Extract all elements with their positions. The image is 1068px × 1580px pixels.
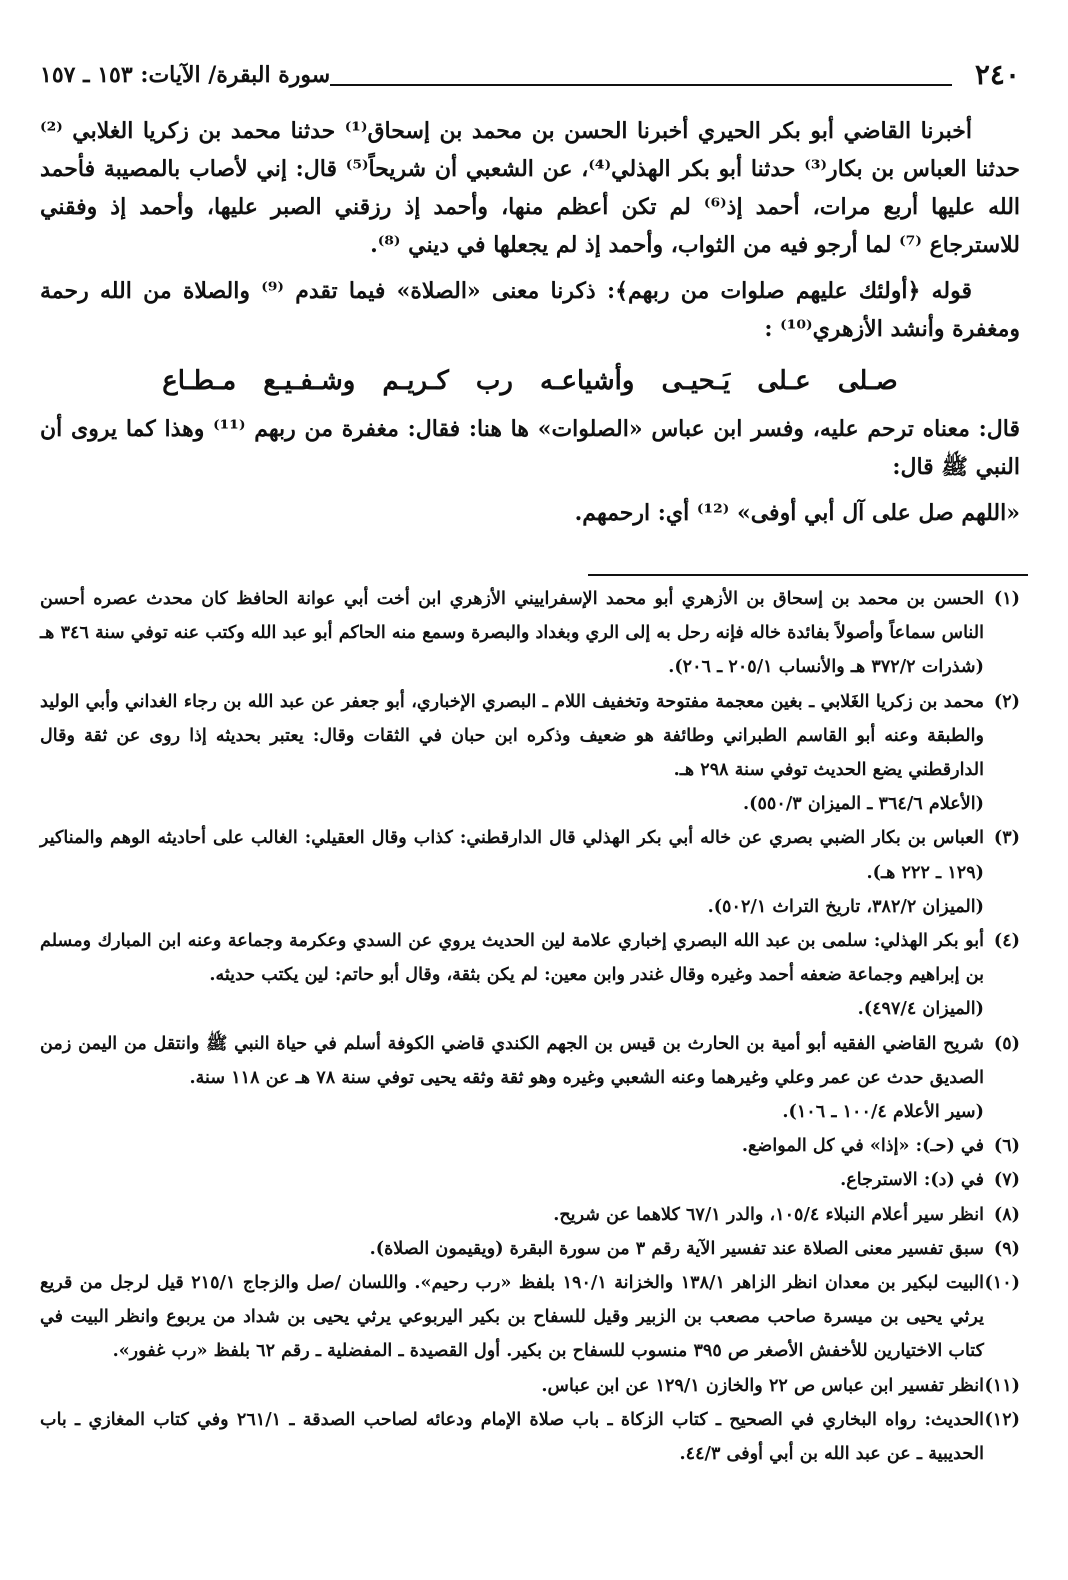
footnote-number: (٥) [993, 1032, 1020, 1054]
footnote-line: أبو بكر الهذلي: سلمى بن عبد الله البصري إخباري علامة لين الحديث يروي عن السدي وعكرمة وجماعة وعنه ابن المبارك ومسلم بن إبراهيم وجماعة ضعفه أحمد وغيره وقال غندر وابن معين: لم يكن بثقة، وقال أبو حاتم: لين يكتب حديثه. [40, 930, 984, 986]
paragraph-2: قوله ﴿أولئك عليهم صلوات من ربهم﴾: ذكرنا معنى «الصلاة» فيما تقدم ⁽⁹⁾ والصلاة من الله رحمة ومغفرة وأنشد الأزهري⁽¹⁰⁾ : [40, 278, 1020, 342]
footnote [40, 1232, 1020, 1266]
footnote-text [40, 1232, 984, 1266]
footnote [40, 1369, 1020, 1403]
poetry-verse: صـلى عـلى يَـحيـى وأشياعـه رب كـريـم وشـفـيـع مـطـاع [162, 366, 898, 396]
paragraph-1: أخبرنا القاضي أبو بكر الحيري أخبرنا الحسن بن محمد بن إسحاق⁽¹⁾ حدثنا محمد بن زكريا الغلابي ⁽²⁾ حدثنا العباس بن بكار⁽³⁾ حدثنا أبو بكر الهذلي⁽⁴⁾، عن الشعبي أن شريحاً⁽⁵⁾ قال: إني لأصاب بالمصيبة فأحمد الله عليها أربع مرات، أحمد إذ⁽⁶⁾ لم تكن أعظم منها، وأحمد إذ رزقني الصبر عليها، وأحمد إذ وفقني للاسترجاع ⁽⁷⁾ لما أرجو فيه من الثواب، وأحمد إذ لم يجعلها في ديني ⁽⁸⁾. [40, 118, 1021, 258]
footnote [40, 1198, 1020, 1232]
footnote-number: (١١) [984, 1374, 1020, 1396]
footnote-number: (٦) [993, 1135, 1020, 1157]
footnote-line: الحسن بن محمد بن إسحاق بن الأزهري أبو محمد الإسفراييني الأزهري ابن أخت أبي عوانة الحافظ كان محدث عصره أحسن الناس سماعاً وأصولاً بفائدة خاله فإنه رحل به إلى الري وبغداد والبصرة وسمع منه الحاكم أبو عبد الله وكتب عنه توفي سنة ٣٤٦ هـ (شذرات ٣٧٢/٢ هـ والأنساب ٢٠٥/١ ـ ٢٠٦). [40, 588, 984, 678]
footnote [40, 685, 1020, 822]
footnote-number: (١٢) [984, 1408, 1020, 1430]
footnote [40, 1403, 1020, 1471]
footnote-text [40, 1163, 984, 1197]
header-rule [330, 84, 952, 86]
footnote-line: (الميزان ٤٩٧/٤). [857, 998, 984, 1020]
footnote-line: انظر تفسير ابن عباس ص ٢٢ والخازن ١٢٩/١ عن ابن عباس. [541, 1374, 984, 1396]
footnote [40, 1266, 1020, 1369]
footnote [40, 1129, 1020, 1163]
footnote-text [40, 1198, 984, 1232]
footnote-number: (٤) [993, 930, 1020, 952]
footnote [40, 1163, 1020, 1197]
footnote-line: انظر سير أعلام النبلاء ١٠٥/٤، والدر ٦٧/١ كلاهما عن شريح. [553, 1203, 984, 1225]
footnote-text [40, 685, 984, 822]
footnote-number: (١٠) [984, 1272, 1020, 1294]
footnote [40, 924, 1020, 1027]
footnote-text [40, 924, 984, 1027]
footnote-line: (الأعلام ٣٦٤/٦ ـ الميزان ٥٥٠/٣). [743, 793, 984, 815]
footnote-line: البيت لبكير بن معدان انظر الزاهر ١٣٨/١ والخزانة ١٩٠/١ بلفظ «رب رحيم». واللسان /صل والزجاج ٢١٥/١ قيل لرجل من قريع يرثي يحيى بن ميسرة صاحب مصعب بن الزبير وقيل للسفاح بن بكير اليربوعي يرثي يحيى بن شداد من يربوع وانظر البيت في كتاب الاختيارين للأخفش الأصغر ص ٣٩٥ منسوب للسفاح بن بكير. أول القصيدة ـ المفضلية ـ رقم ٦٢ بلفظ «رب غفور». [40, 1272, 985, 1362]
footnote [40, 1027, 1020, 1130]
footnote-number: (٣) [993, 827, 1020, 849]
footnote-line: العباس بن بكار الضبي بصري عن خاله أبي بكر الهذلي قال الدارقطني: كذاب وقال العقيلي: الغالب على أحاديثه الوهم والمناكير (١٢٩ ـ ٢٢٢ هـ). [40, 827, 984, 883]
footnote-separator [588, 574, 1028, 576]
footnote-number: (٧) [993, 1169, 1020, 1191]
hadith-quote: «اللهم صل على آل أبي أوفى» ⁽¹²⁾ أي: ارحمهم. [574, 500, 1020, 526]
footnote-number: (١) [993, 588, 1020, 609]
page-number: ٢٤٠ [974, 58, 1020, 91]
footnote-line: محمد بن زكريا الغَلابي ـ بغين معجمة مفتوحة وتخفيف اللام ـ البصري الإخباري، أبو جعفر عن عبد الله بن رجاء الغداني وأبي الوليد والطبقة وعنه أبو القاسم الطبراني وطائفة هو ضعيف وذكره ابن حبان في الثقات وقال: يعتبر بحديثه إذا روى عن ثقة وقال الدارقطني يضع الحديث توفي سنة ٢٩٨ هـ. [40, 690, 984, 781]
footnote-text [40, 1369, 984, 1403]
footnotes [40, 582, 1020, 1471]
page-header [40, 58, 1020, 94]
footnote-line: في (حـ): «إذا» في كل المواضع. [741, 1135, 984, 1157]
footnote-text [40, 1266, 984, 1369]
footnote-text [40, 582, 984, 685]
footnote-text [40, 1027, 984, 1130]
footnote-line: سبق تفسير معنى الصلاة عند تفسير الآية رقم ٣ من سورة البقرة (ويقيمون الصلاة). [369, 1237, 984, 1259]
footnote-number: (٢) [993, 690, 1020, 712]
footnote [40, 582, 1020, 685]
main-text [40, 112, 1020, 540]
paragraph-3: قال: معناه ترحم عليه، وفسر ابن عباس «الصلوات» ها هنا: فقال: مغفرة من ربهم ⁽¹¹⁾ وهذا كما يروى أن النبي ﷺ قال: [40, 416, 1020, 480]
footnote [40, 821, 1020, 924]
footnote-line: الحديث: رواه البخاري في الصحيح ـ كتاب الزكاة ـ باب صلاة الإمام ودعائه لصاحب الصدقة ـ ٢٦١/١ وفي كتاب المغازي ـ باب الحديبية ـ عن عبد الله بن أبي أوفى ٤٤/٣. [40, 1408, 984, 1465]
footnote-line: (سير الأعلام ١٠٠/٤ ـ ١٠٦). [782, 1101, 984, 1123]
running-title: سورة البقرة/ الآيات: ١٥٣ ـ ١٥٧ [40, 62, 331, 88]
footnote-text [40, 1403, 984, 1471]
footnote-text [40, 821, 984, 924]
footnote-number: (٨) [993, 1203, 1020, 1225]
footnote-line: شريح القاضي الفقيه أبو أمية بن الحارث بن قيس بن الجهم الكندي قاضي الكوفة أسلم في حياة النبي ﷺ وانتقل من اليمن زمن الصديق حدث عن عمر وعلي وغيرهما وعنه الشعبي وغيره وهو ثقة وثقه يحيى توفي سنة ٧٨ هـ عن ١١٨ سنة. [40, 1032, 984, 1088]
footnote-line: (الميزان ٣٨٢/٢، تاريخ التراث ٥٠٢/١). [707, 895, 984, 917]
footnote-text [40, 1129, 984, 1163]
footnote-number: (٩) [993, 1237, 1020, 1259]
footnote-line: في (د): الاسترجاع. [840, 1169, 984, 1191]
